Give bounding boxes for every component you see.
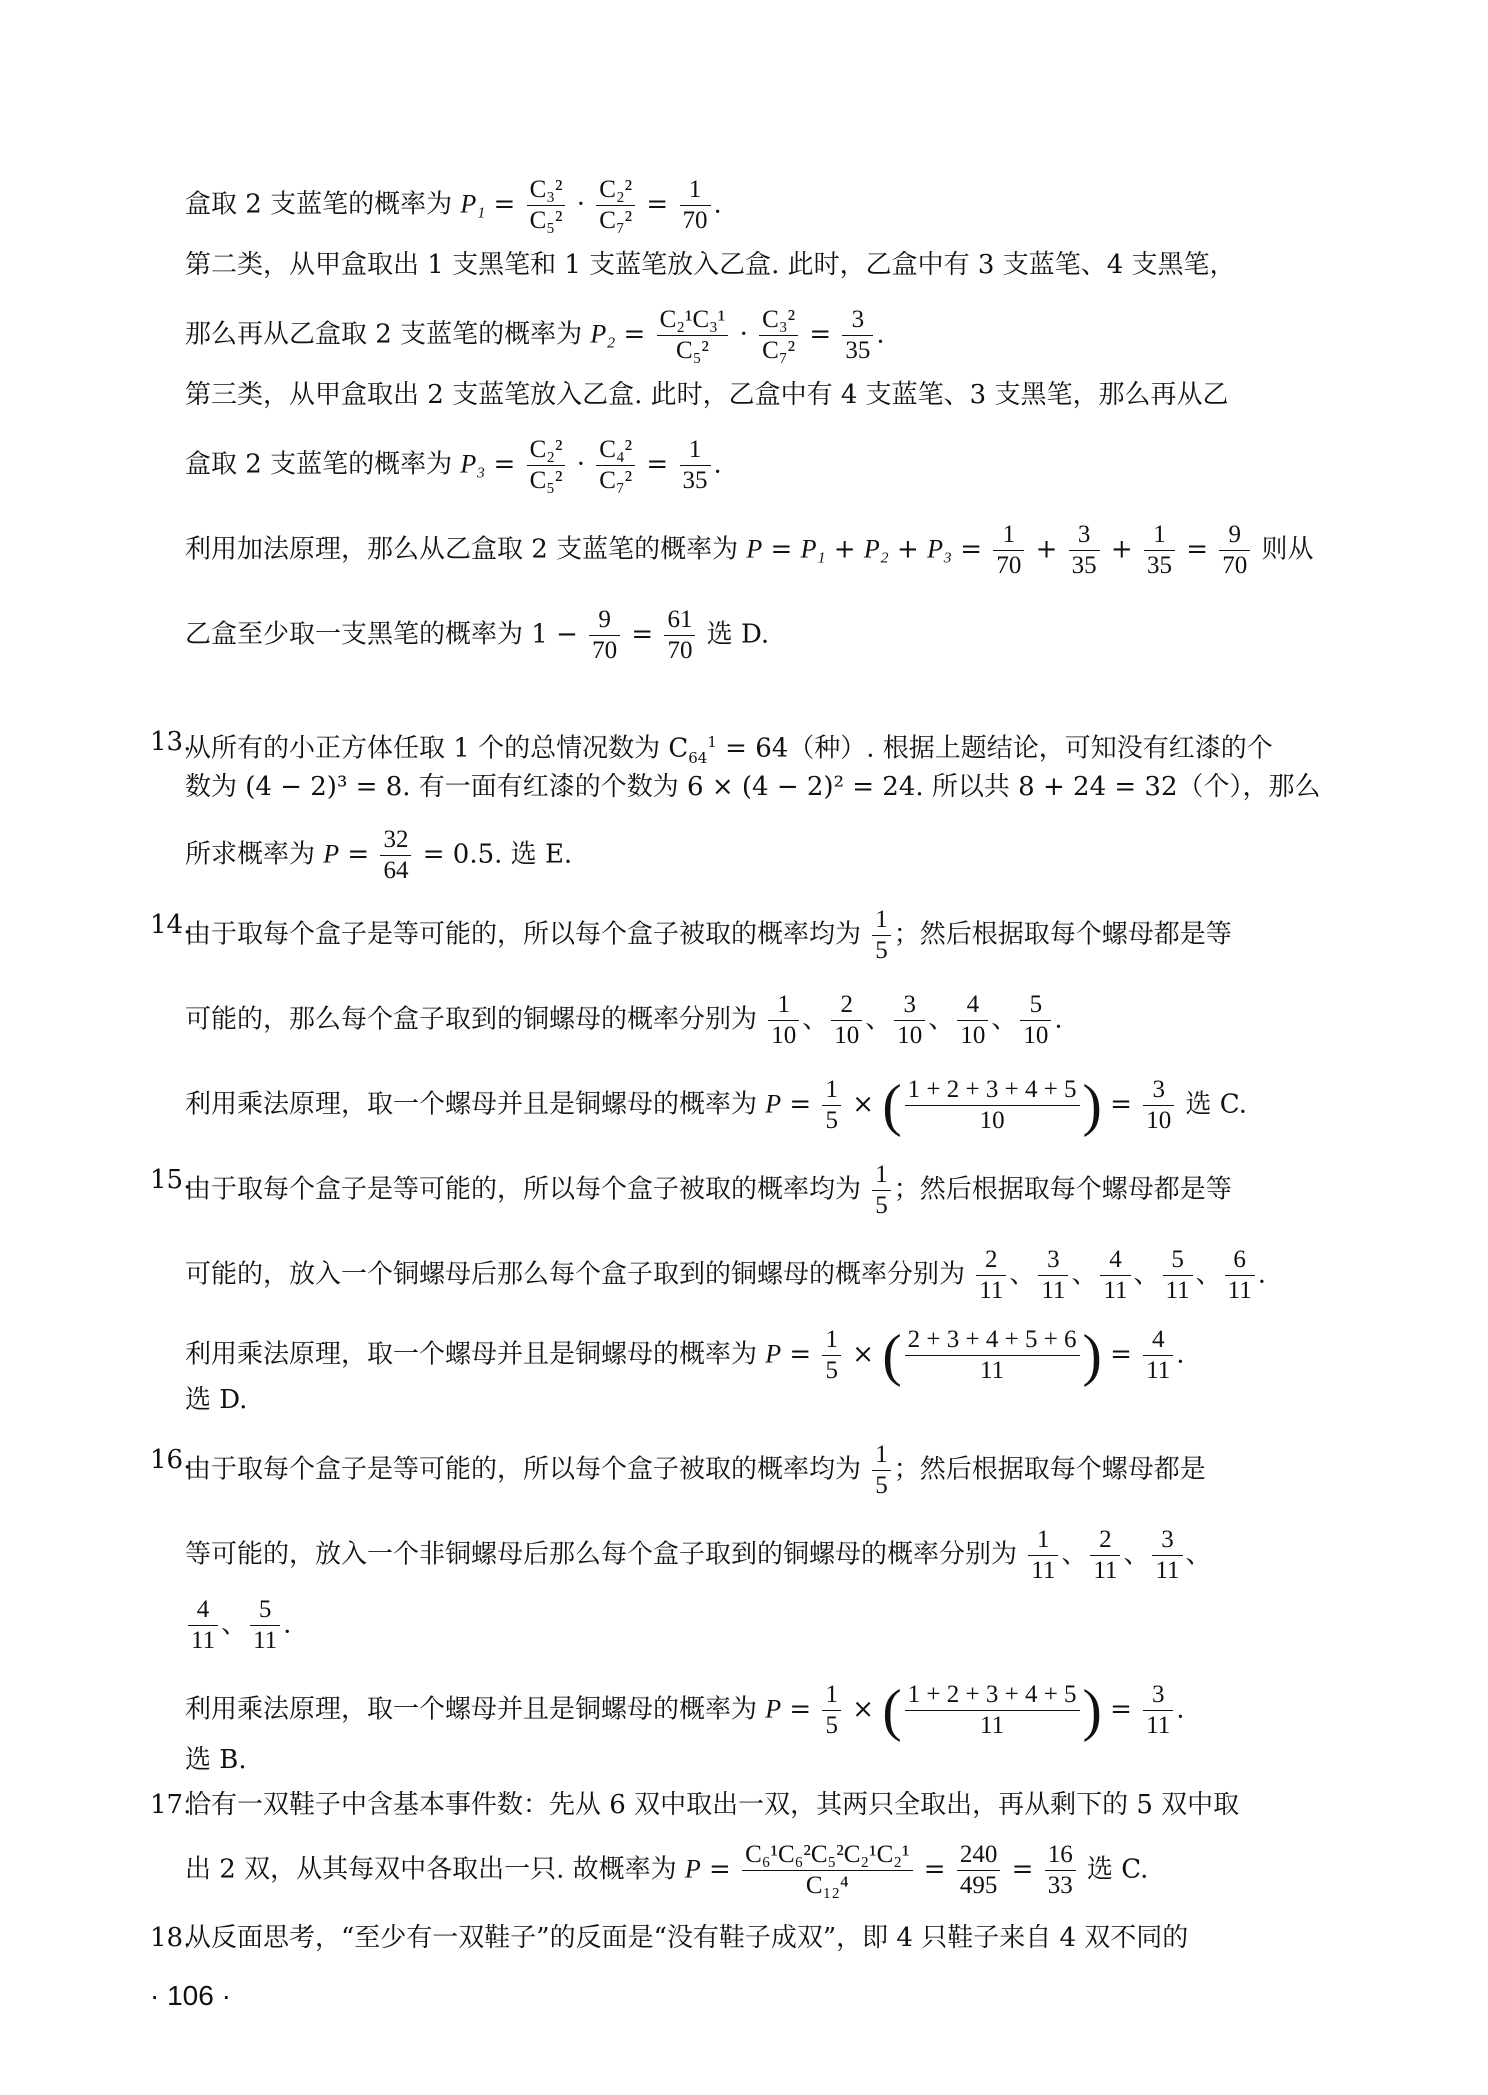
line-20: $\frac{4}{11}$ 、 $\frac{5}{11}$ .	[185, 1595, 291, 1656]
fraction: $\frac{32}{64}$	[380, 825, 411, 886]
fraction: $\frac{1}{70}$	[993, 520, 1024, 581]
line-10: 所求概率为 P = $\frac{32}{64}$ = 0.5. 选 E.	[185, 826, 573, 884]
fraction: $\frac{16}{33}$	[1045, 1840, 1076, 1901]
fraction: $\frac{4}{11}$	[188, 1595, 218, 1656]
line-2: 第二类，从甲盒取出 1 支黑笔和 1 支蓝笔放入乙盒. 此时，乙盒中有 3 支蓝笔、4 支黑笔，	[185, 250, 1236, 280]
fraction: $\frac{\text{C₂¹C₃¹}}{\text{C₅²}}$	[657, 305, 729, 366]
fraction: $\frac{\text{C₂²}}{\text{C₇²}}$	[596, 175, 635, 236]
fraction: $\frac{2}{11}$	[976, 1245, 1006, 1306]
line-11: 由于取每个盒子是等可能的，所以每个盒子被取的概率均为 $\frac{1}{5}$ ；然后根据取每个螺母都是等	[185, 906, 1232, 964]
fraction: $\frac{\text{C₂²}}{\text{C₅²}}$	[527, 435, 566, 496]
fraction: $\frac{1}{11}$	[1028, 1525, 1058, 1586]
line-8: 从所有的小正方体任取 1 个的总情况数为 $C_{64}^1 = 64$（种）. 根据上题结论，可知没有红漆的个	[185, 733, 1273, 767]
fraction: $\frac{1 + 2 + 3 + 4 + 5}{11}$	[905, 1680, 1080, 1741]
fraction: $\frac{\text{C₃²}}{\text{C₇²}}$	[759, 305, 798, 366]
line-22: 选 B.	[185, 1745, 247, 1775]
fraction: $\frac{5}{11}$	[250, 1595, 280, 1656]
fraction: $\frac{2}{10}$	[831, 990, 862, 1051]
page-number: · 106 ·	[150, 1980, 231, 2011]
fraction: $\frac{4}{11}$	[1143, 1325, 1173, 1386]
fraction: $\frac{1}{5}$	[872, 1160, 891, 1221]
fraction: $\frac{1}{5}$	[872, 1440, 891, 1501]
fraction: $\frac{3}{10}$	[1143, 1075, 1174, 1136]
line-21: 利用乘法原理，取一个螺母并且是铜螺母的概率为 P = $\frac{1}{5}$ × ( $\frac{1 + 2 + 3 + 4 + 5}{11}$ ) = $\frac{3}{11}$ .	[185, 1677, 1185, 1743]
line-24: 出 2 双，从其每双中各取出一只. 故概率为 P = $\frac{\text{C₆¹C₆²C₅²C₂¹C₂¹}}{\text{C₁₂⁴}}$ = $\frac{240}{495}$ = $\frac{16}{33}$ 选 C.	[185, 1841, 1149, 1899]
fraction: $\frac{1}{35}$	[1144, 520, 1175, 581]
line-18: 由于取每个盒子是等可能的，所以每个盒子被取的概率均为 $\frac{1}{5}$ ；然后根据取每个螺母都是	[185, 1441, 1206, 1499]
fraction: $\frac{\text{C₄²}}{\text{C₇²}}$	[596, 435, 635, 496]
item-number-16: 16.	[150, 1445, 192, 1475]
item-number-18: 18.	[150, 1923, 192, 1953]
fraction: $\frac{1 + 2 + 3 + 4 + 5}{10}$	[905, 1075, 1080, 1136]
line-1: 盒取 2 支蓝笔的概率为 P₁ = $\frac{\text{C₃²}}{\text{C₅²}}$ · $\frac{\text{C₂²}}{\text{C₇²}}$ = $\frac{1}{70}$ .	[185, 176, 722, 234]
fraction: $\frac{9}{70}$	[1219, 520, 1250, 581]
fraction: $\frac{1}{5}$	[822, 1680, 841, 1741]
fraction: $\frac{3}{11}$	[1143, 1680, 1173, 1741]
fraction: $\frac{2}{11}$	[1090, 1525, 1120, 1586]
fraction: $\frac{3}{10}$	[894, 990, 925, 1051]
line-9: 数为 (4 − 2)³ = 8. 有一面有红漆的个数为 6 × (4 − 2)² = 24. 所以共 8 + 24 = 32（个），那么	[185, 772, 1321, 802]
fraction: $\frac{1}{35}$	[680, 435, 711, 496]
line-4: 第三类，从甲盒取出 2 支蓝笔放入乙盒. 此时，乙盒中有 4 支蓝笔、3 支黑笔，那么再从乙	[185, 380, 1229, 410]
fraction: $\frac{3}{35}$	[1069, 520, 1100, 581]
fraction: $\frac{3}{35}$	[842, 305, 873, 366]
fraction: $\frac{\text{C₃²}}{\text{C₅²}}$	[527, 175, 566, 236]
item-number-13: 13.	[150, 727, 192, 757]
fraction: $\frac{240}{495}$	[957, 1840, 1001, 1901]
line-14: 由于取每个盒子是等可能的，所以每个盒子被取的概率均为 $\frac{1}{5}$ ；然后根据取每个螺母都是等	[185, 1161, 1232, 1219]
line-16: 利用乘法原理，取一个螺母并且是铜螺母的概率为 P = $\frac{1}{5}$ × ( $\frac{2 + 3 + 4 + 5 + 6}{11}$ ) = $\frac{4}{11}$ .	[185, 1322, 1185, 1388]
line-15: 可能的，放入一个铜螺母后那么每个盒子取到的铜螺母的概率分别为 $\frac{2}{11}$ 、 $\frac{3}{11}$ 、 $\frac{4}{11}$ 、 $\frac{5}{11}$ 、 $\frac{6}{11}$ .	[185, 1246, 1266, 1304]
fraction: $\frac{4}{11}$	[1100, 1245, 1130, 1306]
fraction: $\frac{5}{11}$	[1163, 1245, 1193, 1306]
item-number-17: 17.	[150, 1790, 192, 1820]
fraction: $\frac{1}{5}$	[822, 1075, 841, 1136]
line-23: 恰有一双鞋子中含基本事件数：先从 6 双中取出一双，其两只全取出，再从剩下的 5 双中取	[185, 1790, 1240, 1820]
line-6: 利用加法原理，那么从乙盒取 2 支蓝笔的概率为 P = P₁ + P₂ + P₃ = $\frac{1}{70}$ + $\frac{3}{35}$ + $\frac{1}{35}$ = $\frac{9}{70}$ 则从	[185, 521, 1314, 579]
fraction: $\frac{3}{11}$	[1152, 1525, 1182, 1586]
item-number-15: 15.	[150, 1165, 192, 1195]
fraction: $\frac{3}{11}$	[1038, 1245, 1068, 1306]
line-12: 可能的，那么每个盒子取到的铜螺母的概率分别为 $\frac{1}{10}$ 、 $\frac{2}{10}$ 、 $\frac{3}{10}$ 、 $\frac{4}{10}$ 、 $\frac{5}{10}$ .	[185, 991, 1063, 1049]
line-3: 那么再从乙盒取 2 支蓝笔的概率为 P₂ = $\frac{\text{C₂¹C₃¹}}{\text{C₅²}}$ · $\frac{\text{C₃²}}{\text{C₇²}}$ = $\frac{3}{35}$ .	[185, 306, 885, 364]
line-19: 等可能的，放入一个非铜螺母后那么每个盒子取到的铜螺母的概率分别为 $\frac{1}{11}$ 、 $\frac{2}{11}$ 、 $\frac{3}{11}$ 、	[185, 1526, 1212, 1584]
item-number-14: 14.	[150, 910, 192, 940]
line-5: 盒取 2 支蓝笔的概率为 P₃ = $\frac{\text{C₂²}}{\text{C₅²}}$ · $\frac{\text{C₄²}}{\text{C₇²}}$ = $\frac{1}{35}$ .	[185, 436, 722, 494]
fraction: $\frac{1}{70}$	[680, 175, 711, 236]
line-25: 从反面思考，“至少有一双鞋子”的反面是“没有鞋子成双”，即 4 只鞋子来自 4 双不同的	[185, 1923, 1189, 1953]
fraction: $\frac{5}{10}$	[1020, 990, 1051, 1051]
fraction: $\frac{9}{70}$	[589, 605, 620, 666]
line-17: 选 D.	[185, 1385, 248, 1415]
fraction: $\frac{1}{5}$	[872, 905, 891, 966]
fraction: $\frac{1}{10}$	[768, 990, 799, 1051]
fraction: $\frac{1}{5}$	[822, 1325, 841, 1386]
fraction: $\frac{61}{70}$	[664, 605, 695, 666]
fraction: $\frac{6}{11}$	[1225, 1245, 1255, 1306]
line-13: 利用乘法原理，取一个螺母并且是铜螺母的概率为 P = $\frac{1}{5}$ × ( $\frac{1 + 2 + 3 + 4 + 5}{10}$ ) = $\frac{3}{10}$ 选 C.	[185, 1072, 1247, 1138]
fraction: $\frac{\text{C₆¹C₆²C₅²C₂¹C₂¹}}{\text{C₁₂⁴}}$	[742, 1840, 912, 1901]
fraction: $\frac{4}{10}$	[957, 990, 988, 1051]
line-7: 乙盒至少取一支黑笔的概率为 1 − $\frac{9}{70}$ = $\frac{61}{70}$ 选 D.	[185, 606, 770, 664]
fraction: $\frac{2 + 3 + 4 + 5 + 6}{11}$	[905, 1325, 1080, 1386]
